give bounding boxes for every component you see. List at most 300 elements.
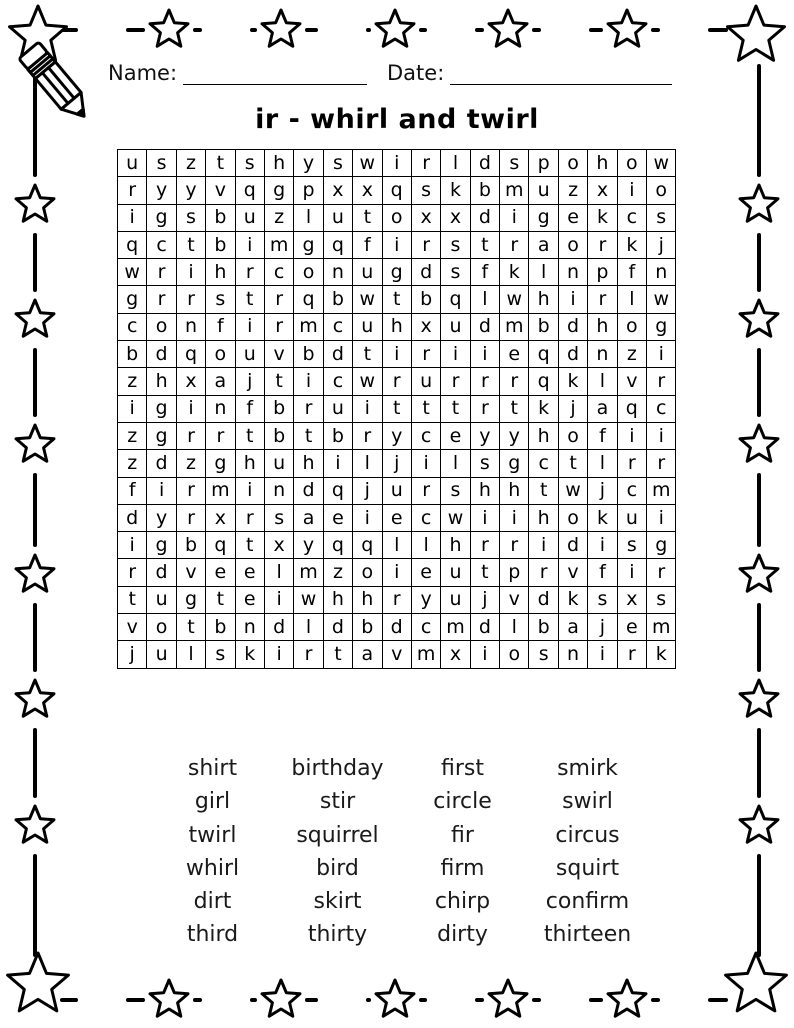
grid-cell[interactable]: x — [176, 368, 205, 395]
grid-cell[interactable]: h — [147, 368, 176, 395]
grid-cell[interactable]: i — [382, 231, 411, 258]
grid-cell[interactable]: t — [176, 614, 205, 641]
grid-cell[interactable]: u — [411, 368, 440, 395]
grid-cell[interactable]: c — [647, 395, 676, 422]
grid-cell[interactable]: z — [176, 450, 205, 477]
grid-cell[interactable]: n — [176, 313, 205, 340]
grid-cell[interactable]: s — [441, 477, 470, 504]
grid-cell[interactable]: u — [529, 177, 558, 204]
grid-cell[interactable]: n — [647, 259, 676, 286]
grid-cell[interactable]: r — [470, 368, 499, 395]
grid-cell[interactable]: z — [118, 422, 147, 449]
grid-cell[interactable]: e — [382, 504, 411, 531]
grid-cell[interactable]: u — [118, 150, 147, 177]
grid-cell[interactable]: r — [235, 504, 264, 531]
grid-cell[interactable]: n — [558, 641, 587, 668]
grid-cell[interactable]: s — [617, 532, 646, 559]
grid-cell[interactable]: f — [470, 259, 499, 286]
grid-cell[interactable]: o — [147, 313, 176, 340]
grid-cell[interactable]: y — [147, 177, 176, 204]
grid-cell[interactable]: t — [118, 586, 147, 613]
grid-cell[interactable]: j — [470, 586, 499, 613]
grid-cell[interactable]: h — [353, 586, 382, 613]
grid-cell[interactable]: r — [647, 368, 676, 395]
grid-cell[interactable]: s — [206, 286, 235, 313]
grid-cell[interactable]: d — [558, 341, 587, 368]
grid-cell[interactable]: i — [647, 341, 676, 368]
grid-cell[interactable]: w — [118, 259, 147, 286]
grid-cell[interactable]: m — [441, 614, 470, 641]
grid-cell[interactable]: m — [647, 477, 676, 504]
grid-cell[interactable]: s — [647, 586, 676, 613]
grid-cell[interactable]: n — [323, 259, 352, 286]
grid-cell[interactable]: p — [294, 177, 323, 204]
grid-cell[interactable]: q — [323, 532, 352, 559]
grid-cell[interactable]: q — [294, 286, 323, 313]
grid-cell[interactable]: x — [617, 586, 646, 613]
grid-cell[interactable]: r — [235, 259, 264, 286]
grid-cell[interactable]: d — [382, 614, 411, 641]
grid-cell[interactable]: t — [294, 422, 323, 449]
grid-cell[interactable]: h — [470, 477, 499, 504]
grid-cell[interactable]: t — [382, 286, 411, 313]
grid-cell[interactable]: r — [529, 559, 558, 586]
grid-cell[interactable]: t — [176, 231, 205, 258]
grid-cell[interactable]: r — [147, 259, 176, 286]
grid-cell[interactable]: i — [235, 231, 264, 258]
grid-cell[interactable]: l — [382, 532, 411, 559]
grid-cell[interactable]: m — [647, 614, 676, 641]
grid-cell[interactable]: w — [353, 150, 382, 177]
grid-cell[interactable]: b — [470, 177, 499, 204]
grid-cell[interactable]: s — [470, 450, 499, 477]
grid-cell[interactable]: y — [411, 586, 440, 613]
grid-cell[interactable]: r — [617, 450, 646, 477]
grid-cell[interactable]: f — [206, 313, 235, 340]
grid-cell[interactable]: l — [176, 641, 205, 668]
grid-cell[interactable]: b — [529, 313, 558, 340]
grid-cell[interactable]: t — [206, 586, 235, 613]
grid-cell[interactable]: i — [235, 477, 264, 504]
grid-cell[interactable]: i — [588, 641, 617, 668]
grid-cell[interactable]: s — [206, 641, 235, 668]
grid-cell[interactable]: h — [529, 286, 558, 313]
grid-cell[interactable]: h — [500, 477, 529, 504]
grid-cell[interactable]: v — [617, 368, 646, 395]
name-field[interactable] — [108, 61, 367, 85]
grid-cell[interactable]: u — [353, 313, 382, 340]
grid-cell[interactable]: i — [382, 559, 411, 586]
grid-cell[interactable]: l — [617, 286, 646, 313]
grid-cell[interactable]: j — [588, 477, 617, 504]
grid-cell[interactable]: k — [558, 368, 587, 395]
grid-cell[interactable]: r — [500, 231, 529, 258]
grid-cell[interactable]: f — [353, 231, 382, 258]
grid-cell[interactable]: x — [353, 177, 382, 204]
grid-cell[interactable]: u — [323, 395, 352, 422]
grid-cell[interactable]: b — [264, 395, 293, 422]
grid-cell[interactable]: i — [323, 450, 352, 477]
grid-cell[interactable]: u — [235, 341, 264, 368]
grid-cell[interactable]: r — [470, 532, 499, 559]
grid-cell[interactable]: v — [558, 559, 587, 586]
grid-cell[interactable]: a — [353, 641, 382, 668]
grid-cell[interactable]: x — [411, 313, 440, 340]
grid-cell[interactable]: u — [382, 477, 411, 504]
grid-cell[interactable]: l — [441, 150, 470, 177]
grid-cell[interactable]: b — [323, 422, 352, 449]
grid-cell[interactable]: r — [176, 504, 205, 531]
grid-cell[interactable]: b — [118, 341, 147, 368]
grid-cell[interactable]: u — [235, 204, 264, 231]
grid-cell[interactable]: o — [558, 504, 587, 531]
grid-cell[interactable]: l — [411, 532, 440, 559]
grid-cell[interactable]: o — [147, 614, 176, 641]
grid-cell[interactable]: t — [411, 395, 440, 422]
grid-cell[interactable]: l — [294, 204, 323, 231]
grid-cell[interactable]: r — [441, 368, 470, 395]
grid-cell[interactable]: h — [382, 313, 411, 340]
grid-cell[interactable]: z — [558, 177, 587, 204]
grid-cell[interactable]: t — [558, 450, 587, 477]
grid-cell[interactable]: i — [558, 286, 587, 313]
grid-cell[interactable]: r — [353, 422, 382, 449]
grid-cell[interactable]: d — [558, 313, 587, 340]
grid-cell[interactable]: g — [264, 177, 293, 204]
grid-cell[interactable]: r — [647, 559, 676, 586]
grid-cell[interactable]: i — [176, 395, 205, 422]
grid-cell[interactable]: k — [441, 177, 470, 204]
grid-cell[interactable]: c — [617, 204, 646, 231]
grid-cell[interactable]: h — [323, 586, 352, 613]
grid-cell[interactable]: r — [294, 641, 323, 668]
grid-cell[interactable]: l — [441, 450, 470, 477]
grid-cell[interactable]: q — [176, 341, 205, 368]
grid-cell[interactable]: c — [264, 259, 293, 286]
grid-cell[interactable]: q — [323, 231, 352, 258]
grid-cell[interactable]: q — [118, 231, 147, 258]
grid-cell[interactable]: p — [529, 150, 558, 177]
date-field[interactable] — [387, 61, 672, 85]
grid-cell[interactable]: k — [647, 641, 676, 668]
grid-cell[interactable]: l — [588, 368, 617, 395]
grid-cell[interactable]: a — [294, 504, 323, 531]
grid-cell[interactable]: g — [500, 450, 529, 477]
grid-cell[interactable]: s — [411, 177, 440, 204]
grid-cell[interactable]: k — [588, 204, 617, 231]
grid-cell[interactable]: r — [617, 641, 646, 668]
grid-cell[interactable]: i — [264, 586, 293, 613]
grid-cell[interactable]: r — [500, 532, 529, 559]
grid-cell[interactable]: t — [529, 477, 558, 504]
grid-cell[interactable]: e — [411, 559, 440, 586]
grid-cell[interactable]: t — [235, 422, 264, 449]
grid-cell[interactable]: d — [470, 614, 499, 641]
grid-cell[interactable]: q — [353, 532, 382, 559]
grid-cell[interactable]: y — [176, 177, 205, 204]
grid-cell[interactable]: w — [353, 286, 382, 313]
grid-cell[interactable]: i — [353, 504, 382, 531]
grid-cell[interactable]: o — [617, 313, 646, 340]
grid-cell[interactable]: h — [529, 504, 558, 531]
grid-cell[interactable]: s — [647, 204, 676, 231]
grid-cell[interactable]: p — [588, 259, 617, 286]
grid-cell[interactable]: j — [647, 231, 676, 258]
grid-cell[interactable]: z — [118, 368, 147, 395]
grid-cell[interactable]: u — [617, 504, 646, 531]
grid-cell[interactable]: x — [441, 204, 470, 231]
grid-cell[interactable]: b — [264, 422, 293, 449]
grid-cell[interactable]: r — [147, 286, 176, 313]
grid-cell[interactable]: d — [147, 559, 176, 586]
grid-cell[interactable]: n — [206, 395, 235, 422]
grid-cell[interactable]: g — [176, 586, 205, 613]
grid-cell[interactable]: q — [441, 286, 470, 313]
grid-cell[interactable]: o — [647, 177, 676, 204]
grid-cell[interactable]: w — [441, 504, 470, 531]
grid-cell[interactable]: o — [206, 341, 235, 368]
grid-cell[interactable]: q — [382, 177, 411, 204]
grid-cell[interactable]: d — [529, 586, 558, 613]
grid-cell[interactable]: b — [206, 204, 235, 231]
grid-cell[interactable]: x — [264, 532, 293, 559]
grid-cell[interactable]: f — [617, 259, 646, 286]
grid-cell[interactable]: x — [441, 641, 470, 668]
grid-cell[interactable]: z — [617, 341, 646, 368]
grid-cell[interactable]: x — [206, 504, 235, 531]
grid-cell[interactable]: c — [118, 313, 147, 340]
grid-cell[interactable]: f — [118, 477, 147, 504]
grid-cell[interactable]: r — [264, 313, 293, 340]
grid-cell[interactable]: h — [588, 150, 617, 177]
grid-cell[interactable]: w — [353, 368, 382, 395]
grid-cell[interactable]: i — [617, 422, 646, 449]
grid-cell[interactable]: l — [500, 614, 529, 641]
grid-cell[interactable]: g — [647, 313, 676, 340]
grid-cell[interactable]: q — [235, 177, 264, 204]
grid-cell[interactable]: i — [382, 341, 411, 368]
grid-cell[interactable]: q — [323, 477, 352, 504]
grid-cell[interactable]: m — [264, 231, 293, 258]
grid-cell[interactable]: z — [323, 559, 352, 586]
grid-cell[interactable]: c — [323, 313, 352, 340]
grid-cell[interactable]: t — [235, 286, 264, 313]
grid-cell[interactable]: z — [118, 450, 147, 477]
grid-cell[interactable]: e — [500, 341, 529, 368]
grid-cell[interactable]: t — [382, 395, 411, 422]
grid-cell[interactable]: s — [264, 504, 293, 531]
grid-cell[interactable]: g — [147, 395, 176, 422]
grid-cell[interactable]: o — [294, 259, 323, 286]
grid-cell[interactable]: b — [323, 286, 352, 313]
grid-cell[interactable]: c — [323, 368, 352, 395]
grid-cell[interactable]: s — [588, 586, 617, 613]
date-blank[interactable] — [450, 66, 672, 85]
grid-cell[interactable]: z — [264, 204, 293, 231]
grid-cell[interactable]: o — [353, 559, 382, 586]
grid-cell[interactable]: t — [353, 341, 382, 368]
grid-cell[interactable]: k — [500, 259, 529, 286]
grid-cell[interactable]: n — [588, 341, 617, 368]
grid-cell[interactable]: g — [382, 259, 411, 286]
grid-cell[interactable]: o — [558, 231, 587, 258]
grid-cell[interactable]: r — [264, 286, 293, 313]
grid-cell[interactable]: y — [382, 422, 411, 449]
grid-cell[interactable]: j — [382, 450, 411, 477]
grid-cell[interactable]: i — [588, 532, 617, 559]
grid-cell[interactable]: n — [235, 614, 264, 641]
grid-cell[interactable]: r — [470, 395, 499, 422]
grid-cell[interactable]: q — [206, 532, 235, 559]
grid-cell[interactable]: j — [118, 641, 147, 668]
grid-cell[interactable]: r — [206, 422, 235, 449]
grid-cell[interactable]: y — [294, 532, 323, 559]
grid-cell[interactable]: s — [235, 150, 264, 177]
grid-cell[interactable]: r — [647, 450, 676, 477]
grid-cell[interactable]: x — [588, 177, 617, 204]
grid-cell[interactable]: h — [206, 259, 235, 286]
grid-cell[interactable]: f — [588, 559, 617, 586]
grid-cell[interactable]: b — [206, 614, 235, 641]
grid-cell[interactable]: m — [294, 559, 323, 586]
grid-cell[interactable]: l — [353, 450, 382, 477]
grid-cell[interactable]: f — [235, 395, 264, 422]
grid-cell[interactable]: n — [264, 477, 293, 504]
grid-cell[interactable]: k — [588, 504, 617, 531]
grid-cell[interactable]: t — [470, 559, 499, 586]
grid-cell[interactable]: d — [558, 532, 587, 559]
grid-cell[interactable]: v — [500, 586, 529, 613]
grid-cell[interactable]: o — [617, 150, 646, 177]
grid-cell[interactable]: e — [235, 586, 264, 613]
grid-cell[interactable]: d — [323, 614, 352, 641]
grid-cell[interactable]: i — [529, 532, 558, 559]
grid-cell[interactable]: c — [411, 504, 440, 531]
grid-cell[interactable]: q — [617, 395, 646, 422]
grid-cell[interactable]: c — [411, 422, 440, 449]
grid-cell[interactable]: y — [294, 150, 323, 177]
grid-cell[interactable]: m — [206, 477, 235, 504]
grid-cell[interactable]: t — [500, 395, 529, 422]
grid-cell[interactable]: g — [118, 286, 147, 313]
grid-cell[interactable]: q — [529, 341, 558, 368]
grid-cell[interactable]: z — [176, 150, 205, 177]
grid-cell[interactable]: t — [264, 368, 293, 395]
grid-cell[interactable]: s — [500, 150, 529, 177]
grid-cell[interactable]: i — [617, 177, 646, 204]
grid-cell[interactable]: i — [264, 641, 293, 668]
grid-cell[interactable]: i — [647, 422, 676, 449]
grid-cell[interactable]: t — [441, 395, 470, 422]
grid-cell[interactable]: i — [118, 395, 147, 422]
grid-cell[interactable]: u — [147, 586, 176, 613]
grid-cell[interactable]: e — [441, 422, 470, 449]
grid-cell[interactable]: w — [500, 286, 529, 313]
grid-cell[interactable]: y — [147, 504, 176, 531]
grid-cell[interactable]: r — [411, 150, 440, 177]
grid-cell[interactable]: h — [294, 450, 323, 477]
grid-cell[interactable]: i — [176, 259, 205, 286]
grid-cell[interactable]: k — [558, 586, 587, 613]
grid-cell[interactable]: n — [558, 259, 587, 286]
grid-cell[interactable]: c — [617, 477, 646, 504]
grid-cell[interactable]: h — [264, 150, 293, 177]
grid-cell[interactable]: u — [147, 641, 176, 668]
grid-cell[interactable]: i — [500, 504, 529, 531]
grid-cell[interactable]: e — [558, 204, 587, 231]
grid-cell[interactable]: j — [588, 614, 617, 641]
grid-cell[interactable]: r — [176, 422, 205, 449]
grid-cell[interactable]: w — [647, 150, 676, 177]
grid-cell[interactable]: u — [441, 559, 470, 586]
grid-cell[interactable]: o — [558, 150, 587, 177]
grid-cell[interactable]: q — [529, 368, 558, 395]
grid-cell[interactable]: e — [235, 559, 264, 586]
grid-cell[interactable]: v — [264, 341, 293, 368]
grid-cell[interactable]: r — [118, 177, 147, 204]
grid-cell[interactable]: f — [588, 422, 617, 449]
grid-cell[interactable]: d — [147, 450, 176, 477]
grid-cell[interactable]: r — [411, 477, 440, 504]
grid-cell[interactable]: r — [500, 368, 529, 395]
grid-cell[interactable]: d — [411, 259, 440, 286]
grid-cell[interactable]: x — [323, 177, 352, 204]
grid-cell[interactable]: j — [353, 477, 382, 504]
grid-cell[interactable]: t — [470, 231, 499, 258]
grid-cell[interactable]: i — [470, 641, 499, 668]
grid-cell[interactable]: h — [441, 532, 470, 559]
grid-cell[interactable]: i — [382, 150, 411, 177]
grid-cell[interactable]: i — [470, 504, 499, 531]
grid-cell[interactable]: l — [529, 259, 558, 286]
grid-cell[interactable]: i — [353, 395, 382, 422]
grid-cell[interactable]: u — [353, 259, 382, 286]
grid-cell[interactable]: c — [411, 614, 440, 641]
grid-cell[interactable]: w — [558, 477, 587, 504]
grid-cell[interactable]: o — [382, 204, 411, 231]
grid-cell[interactable]: a — [588, 395, 617, 422]
grid-cell[interactable]: m — [294, 313, 323, 340]
grid-cell[interactable]: b — [411, 286, 440, 313]
grid-cell[interactable]: i — [500, 204, 529, 231]
grid-cell[interactable]: i — [147, 477, 176, 504]
grid-cell[interactable]: g — [147, 532, 176, 559]
grid-cell[interactable]: l — [588, 450, 617, 477]
grid-cell[interactable]: d — [118, 504, 147, 531]
grid-cell[interactable]: e — [206, 559, 235, 586]
grid-cell[interactable]: l — [470, 286, 499, 313]
grid-cell[interactable]: u — [323, 204, 352, 231]
grid-cell[interactable]: h — [235, 450, 264, 477]
grid-cell[interactable]: s — [176, 204, 205, 231]
grid-cell[interactable]: k — [529, 395, 558, 422]
grid-cell[interactable]: g — [529, 204, 558, 231]
grid-cell[interactable]: h — [588, 313, 617, 340]
grid-cell[interactable]: o — [500, 641, 529, 668]
grid-cell[interactable]: e — [617, 614, 646, 641]
grid-cell[interactable]: a — [529, 231, 558, 258]
grid-cell[interactable]: d — [323, 341, 352, 368]
grid-cell[interactable]: d — [470, 150, 499, 177]
grid-cell[interactable]: d — [470, 313, 499, 340]
grid-cell[interactable]: e — [323, 504, 352, 531]
grid-cell[interactable]: r — [294, 395, 323, 422]
grid-cell[interactable]: i — [118, 204, 147, 231]
grid-cell[interactable]: r — [411, 341, 440, 368]
grid-cell[interactable]: k — [235, 641, 264, 668]
grid-cell[interactable]: u — [441, 586, 470, 613]
grid-cell[interactable]: x — [411, 204, 440, 231]
